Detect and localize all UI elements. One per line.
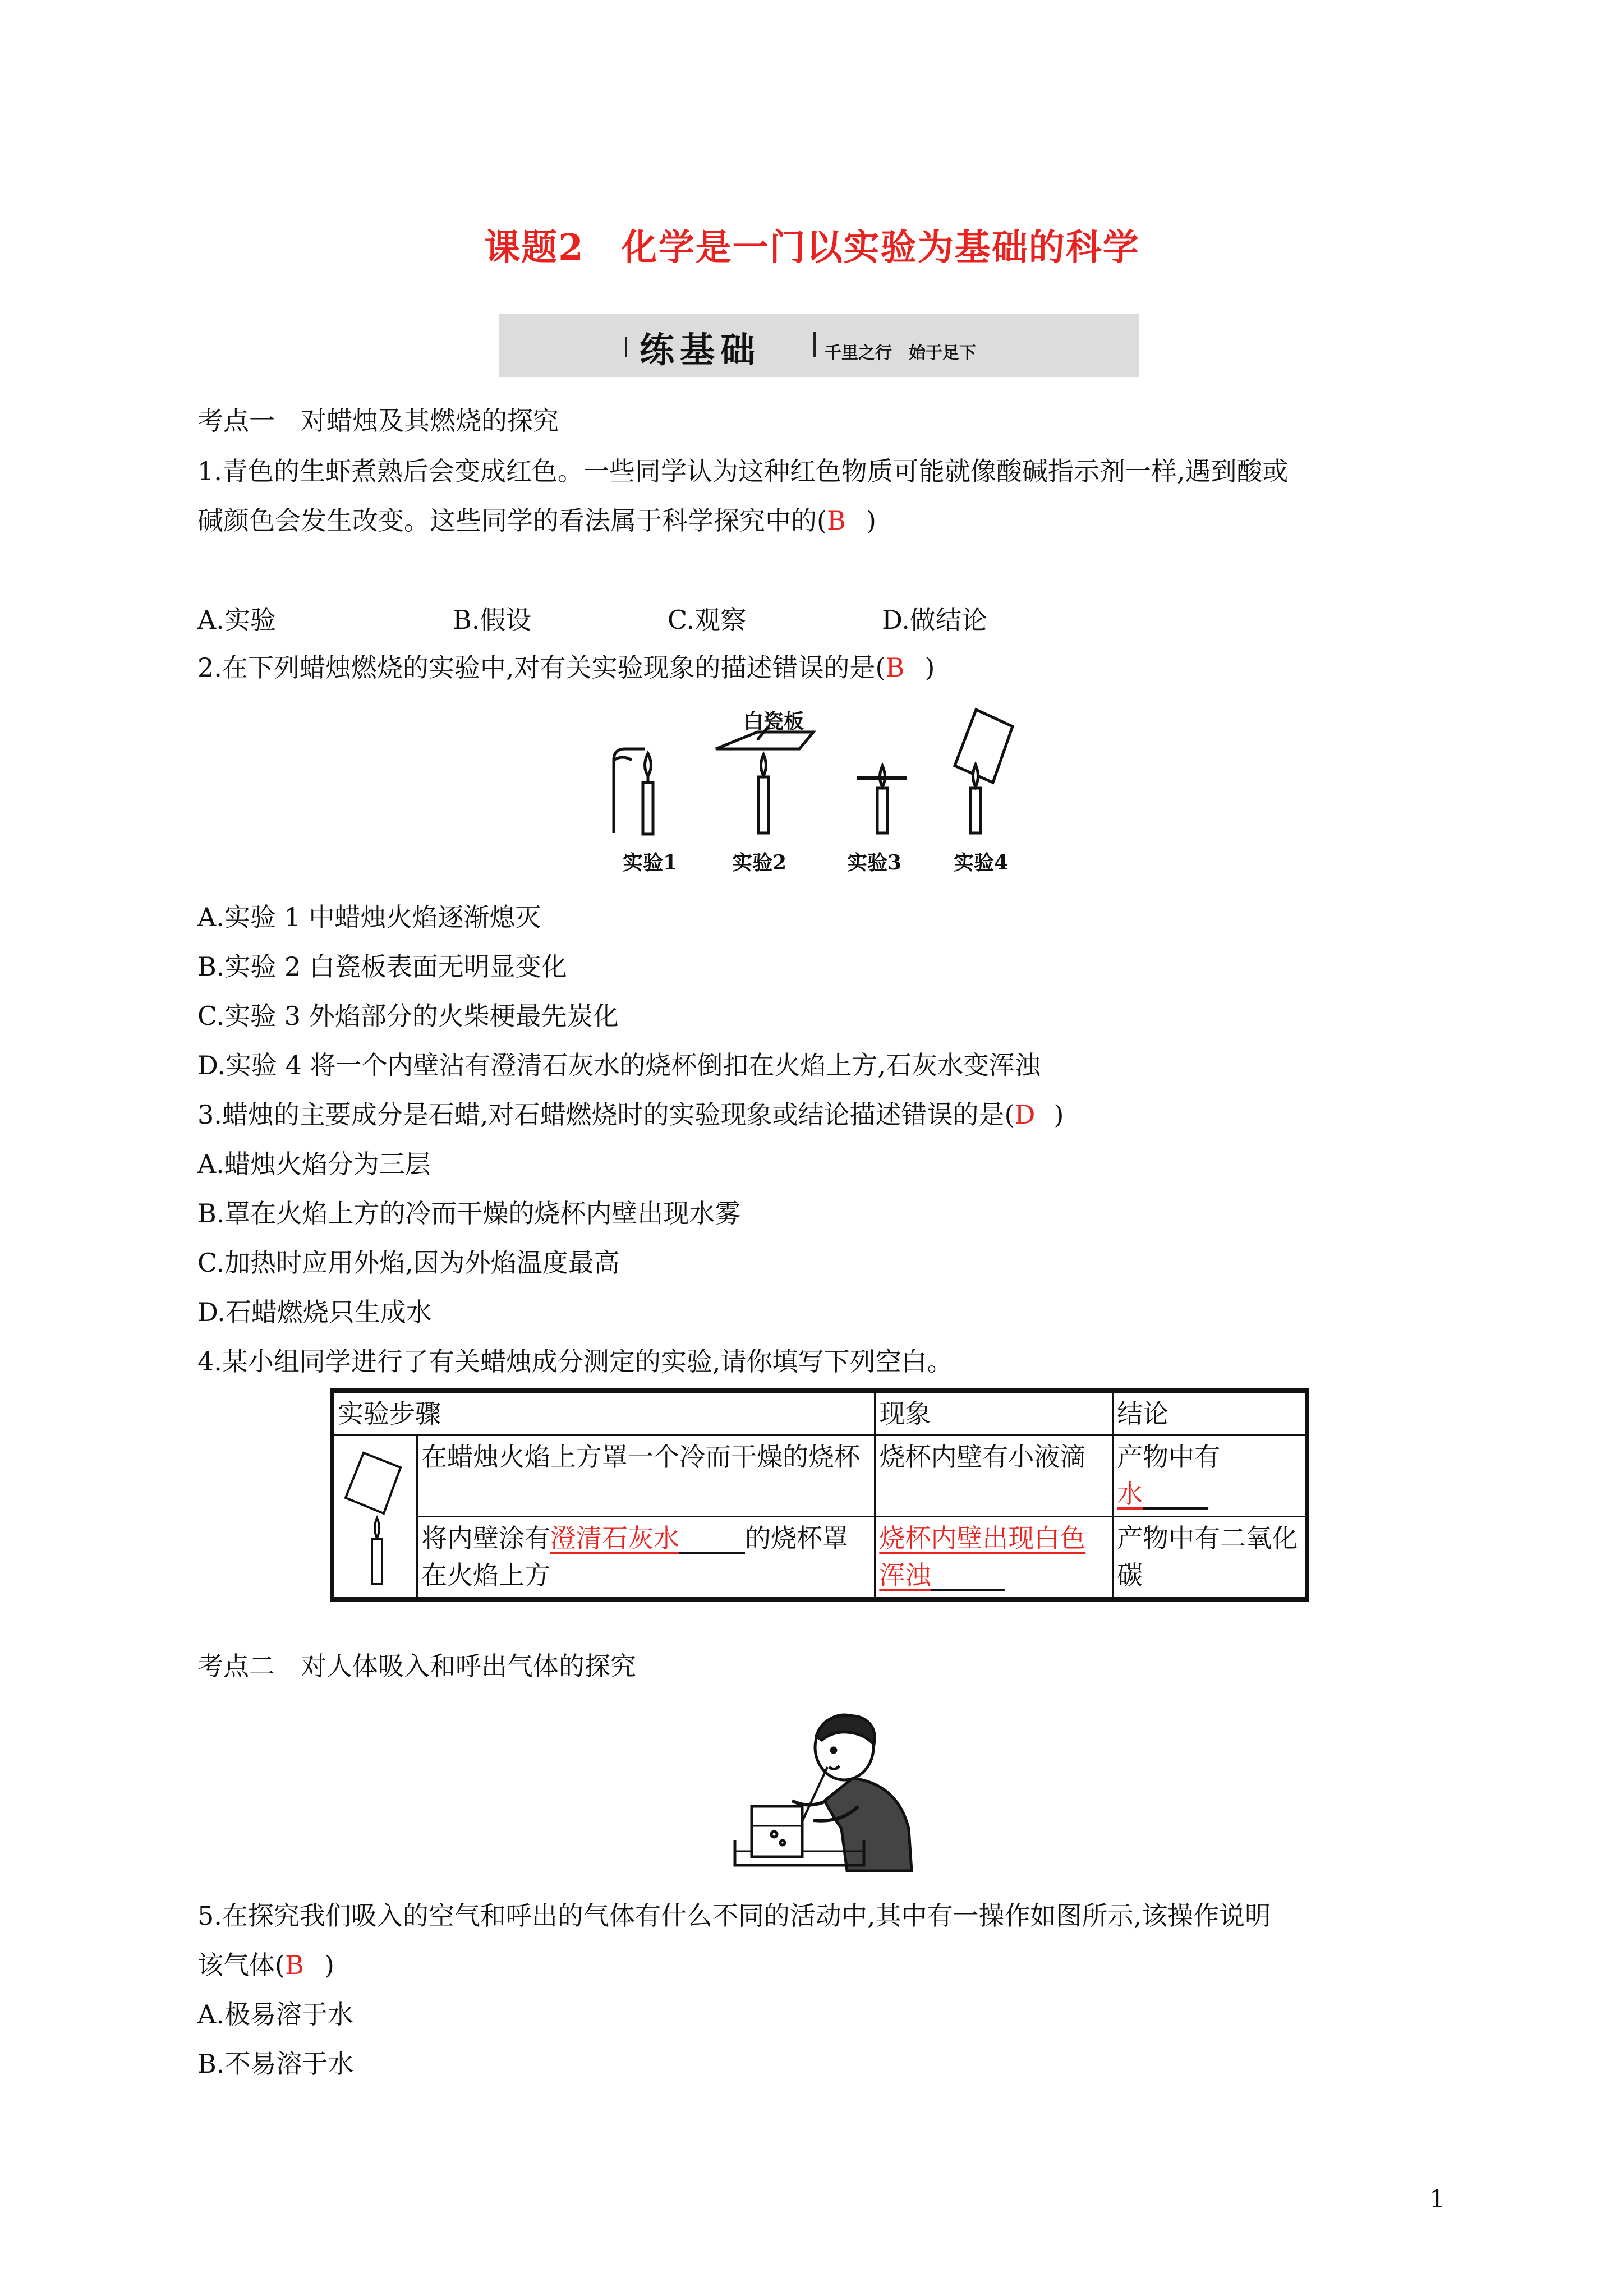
candle-2 — [758, 777, 769, 833]
row2-step: 将内壁涂有澄清石灰水 的烧杯罩在火焰上方 — [417, 1516, 875, 1599]
page-number: 1 — [1429, 2185, 1445, 2214]
q1-option-c: C.观察 — [668, 605, 747, 635]
q1-options — [197, 603, 1319, 637]
row1-conclusion: 产物中有 水 — [1113, 1435, 1307, 1517]
q3-answer: D — [1014, 1099, 1036, 1130]
q3-stem: 3.蜡烛的主要成分是石蜡,对石蜡燃烧时的实验现象或结论描述错误的是(D ) — [197, 1098, 1064, 1131]
exp-label-4: 实验4 — [954, 851, 1009, 875]
table-row — [332, 1435, 1307, 1517]
porcelain-plate — [716, 732, 813, 749]
q3-option-b: B.罩在火焰上方的冷而干燥的烧杯内壁出现水雾 — [197, 1198, 741, 1228]
exp-label-1: 实验1 — [623, 851, 678, 875]
q2-option-a: A.实验 1 中蜡烛火焰逐渐熄灭 — [197, 902, 541, 932]
q1-option-d: D.做结论 — [882, 605, 987, 635]
banner-subtitle: 千里之行 始于足下 — [825, 343, 976, 363]
glass-cover-1 — [614, 749, 645, 833]
exp-label-3: 实验3 — [847, 851, 902, 875]
header-conclusion: 结论 — [1113, 1391, 1307, 1435]
q1-answer: B — [826, 505, 846, 536]
q1-stem-line2: 碱颜色会发生改变。这些同学的看法属于科学探究中的(B ) — [197, 504, 876, 537]
header-phenomenon: 现象 — [875, 1391, 1113, 1435]
experiment-table — [330, 1388, 1309, 1602]
q2-option-c: C.实验 3 外焰部分的火柴梗最先炭化 — [197, 1001, 619, 1031]
q5-option-a: A.极易溶于水 — [197, 1999, 353, 2030]
candle-4 — [970, 788, 981, 833]
q1-option-b: B.假设 — [453, 605, 532, 635]
row1-phenomenon: 烧杯内壁有小液滴 — [875, 1435, 1113, 1517]
section-heading-2: 考点二 对人体吸入和呼出气体的探究 — [197, 1651, 636, 1681]
candle-3 — [877, 788, 887, 833]
section-heading-1: 考点一 对蜡烛及其燃烧的探究 — [197, 406, 559, 436]
q2-option-b: B.实验 2 白瓷板表面无明显变化 — [197, 951, 567, 982]
row2-conclusion: 产物中有二氧化碳 — [1113, 1516, 1307, 1599]
row1-step: 在蜡烛火焰上方罩一个冷而干燥的烧杯 — [417, 1435, 875, 1517]
table-header-row — [332, 1391, 1307, 1435]
header-steps: 实验步骤 — [332, 1391, 875, 1435]
row2-step-answer: 澄清石灰水 — [550, 1522, 679, 1553]
row1-conclusion-answer: 水 — [1117, 1479, 1143, 1509]
row2-phenomenon-answer: 烧杯内壁出现白色浑浊 — [879, 1522, 1086, 1590]
section-banner — [499, 314, 1139, 377]
beaker-over-candle-icon — [334, 1436, 416, 1588]
table-row — [332, 1516, 1307, 1599]
q5-stem-line2: 该气体(B ) — [197, 1948, 334, 1982]
q2-option-d: D.实验 4 将一个内壁沾有澄清石灰水的烧杯倒扣在火焰上方,石灰水变浑浊 — [197, 1050, 1041, 1080]
row2-phenomenon — [875, 1516, 1113, 1599]
q5-option-b: B.不易溶于水 — [197, 2049, 354, 2079]
q2-answer: B — [885, 652, 905, 683]
q3-option-a: A.蜡烛火焰分为三层 — [197, 1149, 431, 1179]
beaker-4 — [955, 710, 1013, 783]
banner-divider — [625, 337, 627, 357]
exp-label-2: 实验2 — [732, 851, 787, 875]
plate-label: 白瓷板 — [743, 710, 804, 733]
q4-stem: 4.某小组同学进行了有关蜡烛成分测定的实验,请你填写下列空白。 — [197, 1346, 953, 1377]
q1-stem-line1: 1.青色的生虾煮熟后会变成红色。一些同学认为这种红色物质可能就像酸碱指示剂一样,遇到酸或 — [197, 456, 1289, 486]
q3-option-c: C.加热时应用外焰,因为外焰温度最高 — [197, 1248, 620, 1278]
person-blowing-bubbles-figure — [729, 1711, 926, 1874]
banner-title: 练基础 — [640, 329, 761, 370]
q5-answer: B — [284, 1950, 304, 1980]
page-title: 课题2 化学是一门以实验为基础的科学 — [484, 227, 1140, 269]
q1-option-a: A.实验 — [197, 605, 276, 635]
candle-1 — [643, 783, 653, 834]
q3-option-d: D.石蜡燃烧只生成水 — [197, 1297, 432, 1327]
banner-divider — [813, 332, 816, 357]
q2-stem: 2.在下列蜡烛燃烧的实验中,对有关实验现象的描述错误的是(B ) — [197, 651, 935, 684]
q5-stem-line1: 5.在探究我们吸入的空气和呼出的气体有什么不同的活动中,其中有一操作如图所示,该操作说明 — [197, 1901, 1271, 1931]
beaker-candle-image-cell — [332, 1435, 417, 1600]
